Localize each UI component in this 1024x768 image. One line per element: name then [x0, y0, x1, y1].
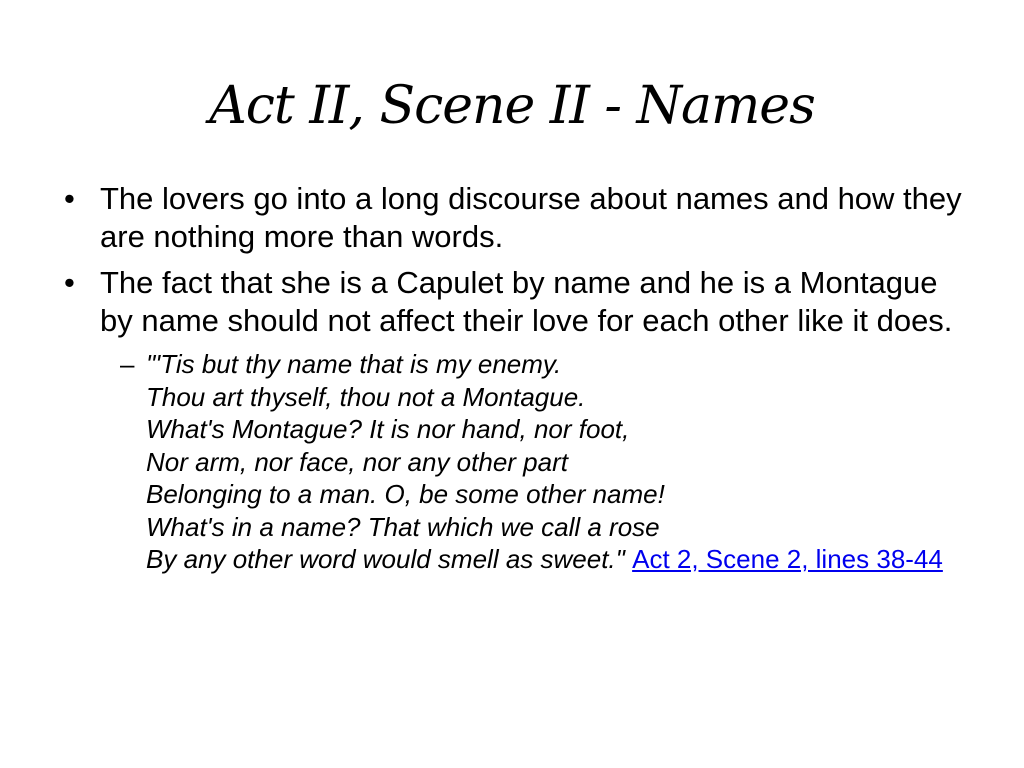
quote-line: "'Tis but thy name that is my enemy. — [146, 349, 562, 379]
bullet-item-2 — [64, 264, 964, 340]
bullet-item-1 — [64, 180, 964, 256]
bullet-text: The fact that she is a Capulet by name and he is a Montague by name should not affect their love for each other like it does. — [100, 265, 953, 338]
quote-line: Thou art thyself, thou not a Montague. — [146, 381, 586, 412]
quote-line: Belonging to a man. O, be some other name! — [146, 479, 665, 509]
quote-line: What's Montague? It is nor hand, nor foot, — [146, 414, 630, 444]
bullet-marker: • — [64, 181, 75, 216]
bullet-text: The lovers go into a long discourse about names and how they are nothing more than words. — [100, 181, 962, 254]
quote-line: Nor arm, nor face, nor any other part — [146, 446, 568, 477]
quote-line: By any other word would smell as sweet." — [146, 544, 633, 574]
quote-line: What's in a name? That which we call a rose — [146, 511, 660, 542]
sub-bullet-marker: – — [120, 349, 135, 379]
citation-link[interactable]: Act 2, Scene 2, lines 38-44 — [632, 544, 943, 574]
slide-content — [64, 180, 964, 576]
slide-title: Act II, Scene II - Names — [209, 76, 815, 136]
sub-bullet-quote — [64, 348, 964, 576]
bullet-marker: • — [64, 265, 75, 300]
